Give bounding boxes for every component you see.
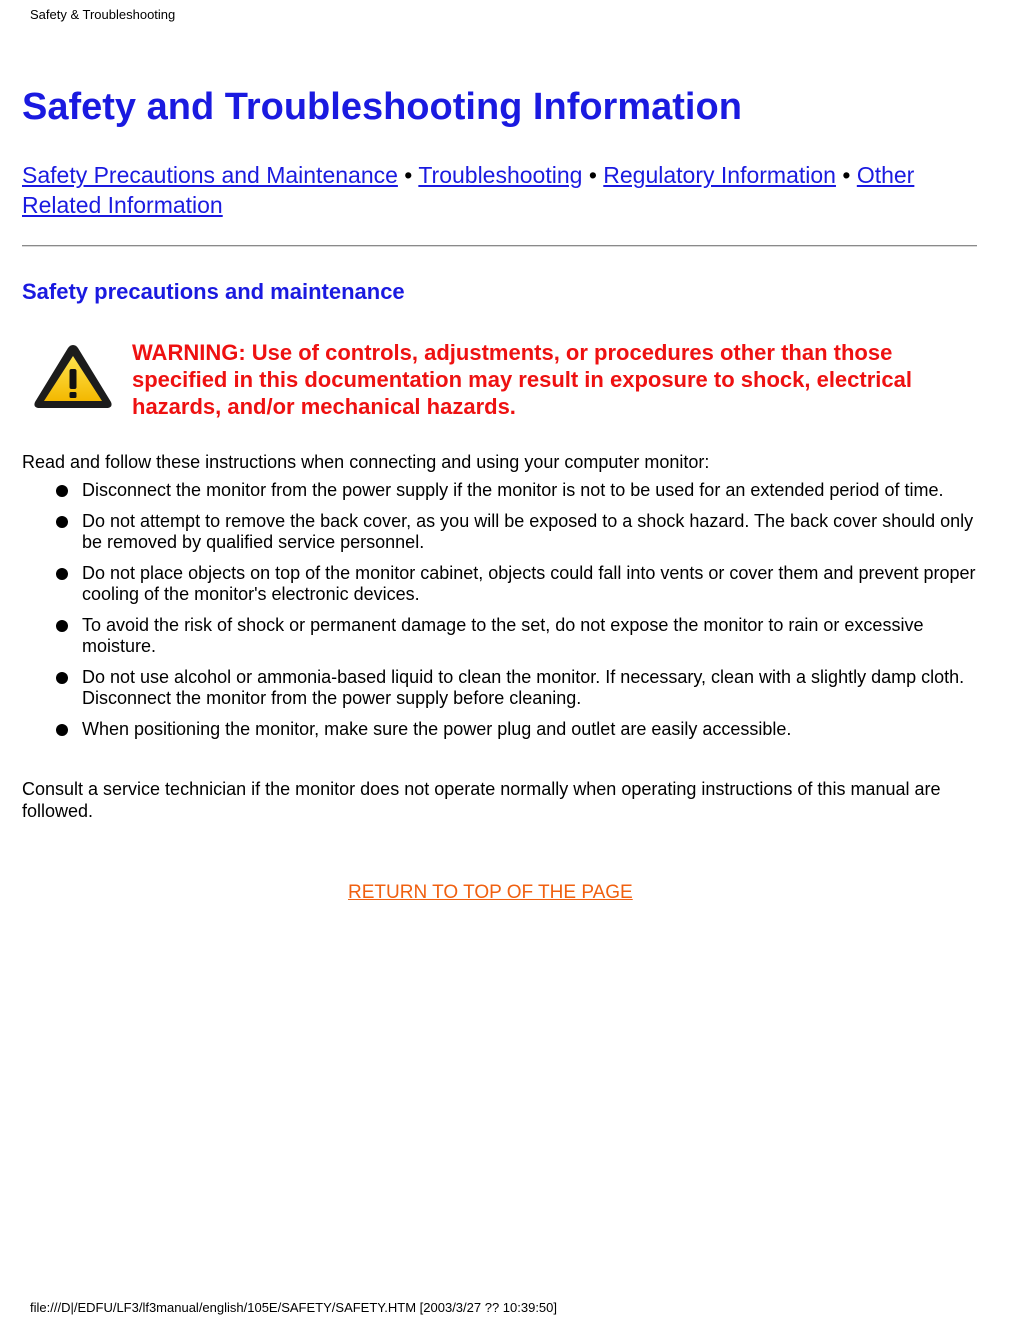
nav-separator: • <box>404 162 413 188</box>
bullet-icon <box>56 485 68 497</box>
warning-triangle-icon <box>32 342 114 412</box>
print-footer: file:///D|/EDFU/LF3/lf3manual/english/105E/SAFETY/SAFETY.HTM [2003/3/27 ?? 10:39:50] <box>30 1300 558 1315</box>
list-item-text: When positioning the monitor, make sure the power plug and outlet are easily accessible. <box>82 718 792 739</box>
bullet-icon <box>56 672 68 684</box>
closing-note: Consult a service technician if the monitor does not operate normally when operating instructions of this manual are followed. <box>22 779 941 821</box>
list-item <box>22 615 978 658</box>
list-item <box>22 511 978 554</box>
section-nav <box>22 160 952 220</box>
list-item-text: Do not place objects on top of the monitor cabinet, objects could fall into vents or cover them and prevent proper cooling of the monitor's electronic devices. <box>82 562 976 604</box>
section-title: Safety precautions and maintenance <box>22 279 405 304</box>
nav-separator: • <box>588 162 597 188</box>
instructions-list <box>22 480 978 749</box>
horizontal-divider <box>22 245 977 247</box>
bullet-icon <box>56 620 68 632</box>
bullet-icon <box>56 568 68 580</box>
list-item-text: Do not use alcohol or ammonia-based liquid to clean the monitor. If necessary, clean with a slightly damp cloth. Disconnect the monitor from the power supply before cleaning. <box>82 666 965 708</box>
list-item <box>22 563 978 606</box>
nav-separator: • <box>842 162 851 188</box>
nav-link-regulatory-information[interactable]: Regulatory Information <box>603 162 836 188</box>
return-to-top-link[interactable]: RETURN TO TOP OF THE PAGE <box>348 882 633 903</box>
list-item-text: To avoid the risk of shock or permanent damage to the set, do not expose the monitor to rain or excessive moisture. <box>82 614 924 656</box>
list-item <box>22 667 978 710</box>
warning-text: WARNING: Use of controls, adjustments, or procedures other than those specified in this documentation may result in exposure to shock, electrical hazards, and/or mechanical hazards. <box>132 340 912 419</box>
list-item <box>22 480 978 502</box>
list-item-text: Do not attempt to remove the back cover, as you will be exposed to a shock hazard. The back cover should only be removed by qualified service personnel. <box>82 510 974 552</box>
list-item <box>22 719 978 741</box>
nav-link-troubleshooting[interactable]: Troubleshooting <box>418 162 583 188</box>
nav-link-other-related-information[interactable]: Other Related Information <box>22 162 915 218</box>
nav-link-safety-precautions[interactable]: Safety Precautions and Maintenance <box>22 162 398 188</box>
page-title: Safety and Troubleshooting Information <box>22 86 742 128</box>
instructions-intro: Read and follow these instructions when connecting and using your computer monitor: <box>22 452 710 472</box>
list-item-text: Disconnect the monitor from the power supply if the monitor is not to be used for an extended period of time. <box>82 480 944 500</box>
print-header: Safety & Troubleshooting <box>30 7 176 22</box>
bullet-icon <box>56 724 68 736</box>
bullet-icon <box>56 516 68 528</box>
